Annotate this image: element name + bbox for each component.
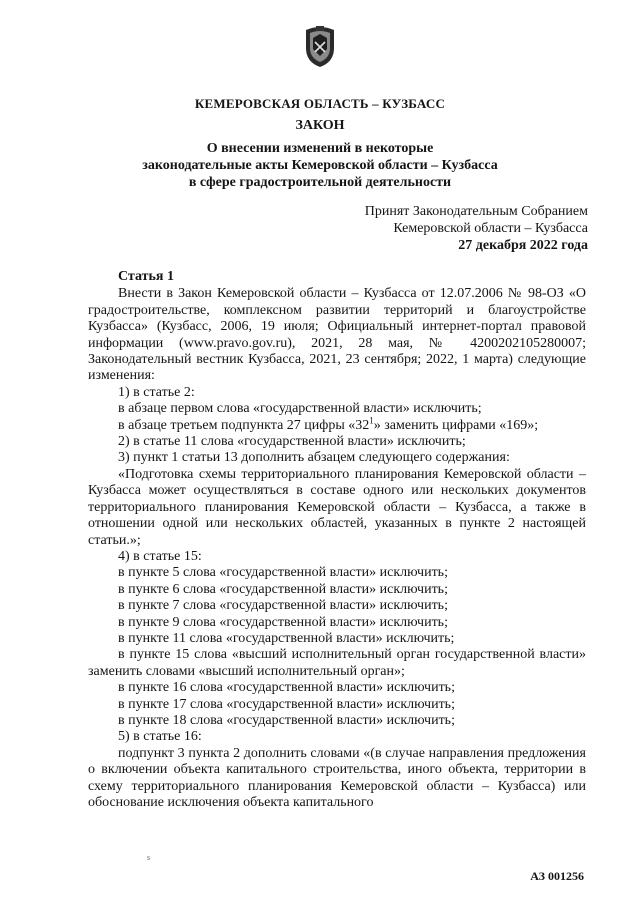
list-item: в пункте 6 слова «государственной власти» исключить;: [118, 581, 448, 597]
list-item: [88, 415, 586, 434]
law-title-line: в сфере градостроительной деятельности: [188, 175, 452, 190]
list-item: в абзаце первом слова «государственной власти» исключить;: [118, 401, 482, 417]
law-title-line: законодательные акты Кемеровской области – Кузбасса: [142, 158, 498, 173]
adopted-by-line: Принят Законодательным Собранием: [364, 204, 588, 219]
article-heading: Статья 1: [118, 269, 174, 284]
list-item: 4) в статье 15:: [118, 548, 202, 564]
list-item: в пункте 18 слова «государственной власти» исключить;: [118, 712, 455, 728]
list-item: в пункте 9 слова «государственной власти» исключить;: [118, 614, 448, 630]
superscript: 1: [369, 415, 374, 425]
list-item: 5) в статье 16:: [118, 729, 202, 745]
list-item: в пункте 11 слова «государственной власти» исключить;: [118, 630, 455, 646]
list-item: в пункте 5 слова «государственной власти» исключить;: [118, 565, 448, 581]
law-title-line: О внесении изменений в некоторые: [206, 141, 434, 156]
list-item: 1) в статье 2:: [118, 384, 195, 400]
law-title: [0, 140, 640, 191]
law-body: [88, 269, 586, 811]
adoption-block: [365, 203, 588, 254]
text-part: в абзаце третьем подпункта 27 цифры «32: [118, 417, 370, 433]
region-heading: КЕМЕРОВСКАЯ ОБЛАСТЬ – КУЗБАСС: [194, 96, 446, 111]
quoted-paragraph: «Подготовка схемы территориального планирования Кемеровской области – Кузбасса может осуществляться в составе одного или нескольких документов территориального планирования Кемеровской области – Кузбасса, а также в отношении одной или нескольких областей, указанных в пункте 2 настоящей статьи.»;: [88, 466, 586, 548]
list-item: в пункте 7 слова «государственной власти» исключить;: [118, 598, 448, 614]
list-item: подпункт 3 пункта 2 дополнить словами «(в случае направления предложения о включении объекта капитального строительства, иного объекта, территории в схему территориального планирования Кемеровской области – Кузбасса) или обоснование исключения объекта капитального: [88, 745, 586, 810]
coat-of-arms-emblem: [303, 24, 337, 68]
list-item: в пункте 17 слова «государственной власти» исключить;: [118, 696, 455, 712]
adopted-by-region-line: Кемеровской области – Кузбасса: [393, 221, 588, 236]
serial-number: АЗ 001256: [530, 869, 584, 883]
list-item: 2) в статье 11 слова «государственной власти» исключить;: [118, 434, 466, 450]
document-type: ЗАКОН: [295, 118, 345, 133]
list-item: 3) пункт 1 статьи 13 дополнить абзацем следующего содержания:: [118, 450, 510, 466]
page-mark: s: [147, 853, 151, 862]
list-item: в пункте 16 слова «государственной власти» исключить;: [118, 680, 455, 696]
article-intro: Внести в Закон Кемеровской области – Кузбасса от 12.07.2006 № 98-ОЗ «О градостроительстве, комплексном развитии территорий и благоустройстве Кузбасса» (Кузбасс, 2006, 19 июля; Официальный интернет-портал правовой информации (www.pravo.gov.ru), 2021, 28 мая, № 4200202105280007; Законодательный вестник Кузбасса, 2021, 23 сентября; 2022, 1 марта) следующие изменения:: [88, 286, 586, 384]
list-item: в пункте 15 слова «высший исполнительный орган государственной власти» заменить словами «высший исполнительный орган»;: [88, 647, 586, 679]
text-part: » заменить цифрами «169»;: [373, 417, 539, 433]
adoption-date: 27 декабря 2022 года: [458, 238, 588, 253]
